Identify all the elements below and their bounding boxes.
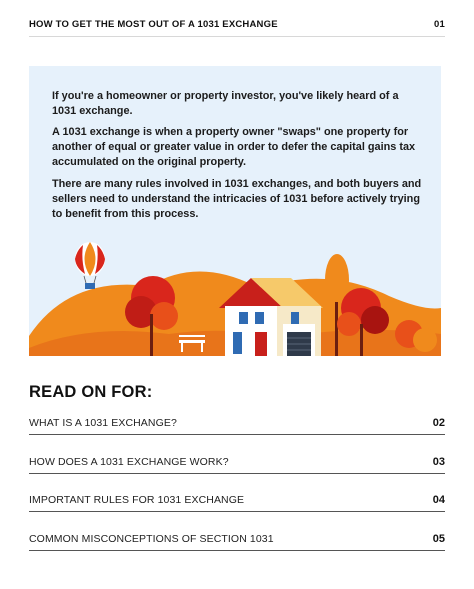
toc-item-label: HOW DOES A 1031 EXCHANGE WORK? [29, 456, 229, 468]
document-title: HOW TO GET THE MOST OUT OF A 1031 EXCHANGE [29, 18, 278, 30]
toc-item-page: 05 [432, 533, 445, 545]
toc-item-page: 02 [432, 417, 445, 429]
toc-item-page: 04 [432, 494, 445, 506]
toc-item-label: COMMON MISCONCEPTIONS OF SECTION 1031 [29, 533, 274, 545]
intro-paragraph-1: If you're a homeowner or property investor, you've likely heard of a 1031 exchange. [52, 90, 399, 118]
page-header [29, 12, 445, 37]
toc-item-how-it-works[interactable] [29, 451, 445, 474]
toc-item-page: 03 [432, 456, 445, 468]
house-illustration [29, 216, 441, 356]
toc-item-important-rules[interactable] [29, 489, 445, 512]
intro-panel [29, 66, 441, 356]
toc-item-label: WHAT IS A 1031 EXCHANGE? [29, 417, 177, 429]
toc-item-what-is-1031[interactable] [29, 412, 445, 435]
hot-air-balloon-icon [75, 242, 105, 289]
toc-title: READ ON FOR: [29, 383, 153, 401]
intro-paragraph-3: There are many rules involved in 1031 exchanges, and both buyers and sellers need to understand the intricacies of 1031 before actively trying to benefit from this process. [52, 178, 422, 221]
page-number: 01 [434, 18, 445, 30]
toc-item-misconceptions[interactable] [29, 528, 445, 551]
toc-item-label: IMPORTANT RULES FOR 1031 EXCHANGE [29, 494, 245, 506]
intro-paragraph-2: A 1031 exchange is when a property owner "swaps" one property for another of equal or greater value in order to defer the capital gains tax accumulated on the original property. [52, 126, 416, 169]
